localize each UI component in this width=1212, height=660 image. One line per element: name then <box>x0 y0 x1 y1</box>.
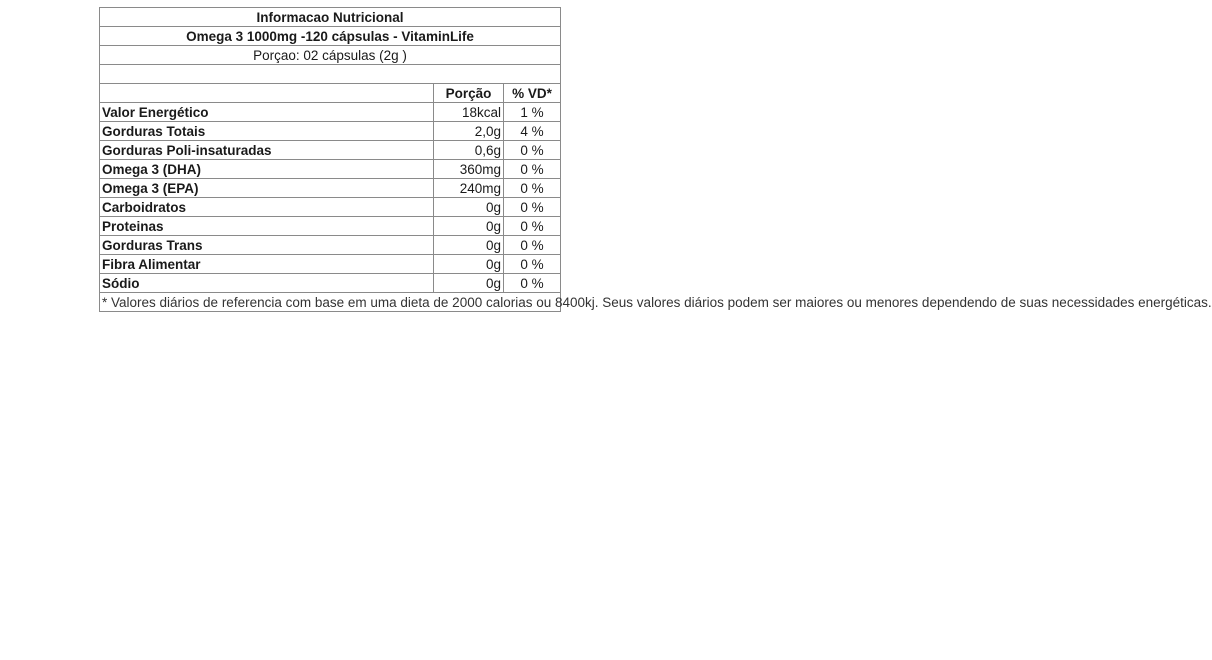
amount-column-header: Porção <box>434 84 504 103</box>
nutrient-name: Carboidratos <box>100 198 434 217</box>
nutrient-amount: 0,6g <box>434 141 504 160</box>
nutrient-amount: 18kcal <box>434 103 504 122</box>
nutrient-amount: 0g <box>434 217 504 236</box>
nutrient-vd: 0 % <box>504 236 561 255</box>
nutrient-name: Gorduras Poli-insaturadas <box>100 141 434 160</box>
serving-size: Porçao: 02 cápsulas (2g ) <box>100 46 561 65</box>
nutrient-row <box>100 274 561 293</box>
nutrient-amount: 2,0g <box>434 122 504 141</box>
nutrient-name: Omega 3 (DHA) <box>100 160 434 179</box>
nutrient-amount: 0g <box>434 236 504 255</box>
nutrient-name: Proteinas <box>100 217 434 236</box>
nutrient-name: Omega 3 (EPA) <box>100 179 434 198</box>
nutrient-amount: 0g <box>434 198 504 217</box>
nutrient-name: Valor Energético <box>100 103 434 122</box>
nutrient-name: Gorduras Trans <box>100 236 434 255</box>
nutrient-vd: 4 % <box>504 122 561 141</box>
nutrient-column-header <box>100 84 434 103</box>
nutrient-row <box>100 103 561 122</box>
nutrient-row <box>100 236 561 255</box>
product-name: Omega 3 1000mg -120 cápsulas - VitaminLife <box>100 27 561 46</box>
nutrient-vd: 0 % <box>504 160 561 179</box>
nutrient-name: Fibra Alimentar <box>100 255 434 274</box>
nutrient-row <box>100 160 561 179</box>
nutrient-row <box>100 255 561 274</box>
nutrient-row <box>100 198 561 217</box>
nutrient-vd: 0 % <box>504 141 561 160</box>
nutrition-table <box>99 7 1212 312</box>
nutrient-vd: 0 % <box>504 274 561 293</box>
nutrient-row <box>100 179 561 198</box>
label-title: Informacao Nutricional <box>100 8 561 27</box>
nutrient-amount: 360mg <box>434 160 504 179</box>
spacer-row <box>100 65 561 84</box>
nutrient-vd: 0 % <box>504 255 561 274</box>
nutrient-vd: 0 % <box>504 217 561 236</box>
vd-column-header: % VD* <box>504 84 561 103</box>
nutrient-amount: 0g <box>434 274 504 293</box>
nutrient-row <box>100 122 561 141</box>
nutrient-amount: 0g <box>434 255 504 274</box>
nutrient-vd: 0 % <box>504 198 561 217</box>
nutrient-amount: 240mg <box>434 179 504 198</box>
nutrient-name: Sódio <box>100 274 434 293</box>
footnote: * Valores diários de referencia com base em uma dieta de 2000 calorias ou 8400kj. Seus valores diários podem ser maiores ou menores dependendo de suas necessidades energéticas. <box>100 293 561 312</box>
nutrient-vd: 0 % <box>504 179 561 198</box>
nutrient-name: Gorduras Totais <box>100 122 434 141</box>
nutrition-label <box>99 7 1212 312</box>
nutrient-row <box>100 217 561 236</box>
nutrient-row <box>100 141 561 160</box>
nutrient-vd: 1 % <box>504 103 561 122</box>
